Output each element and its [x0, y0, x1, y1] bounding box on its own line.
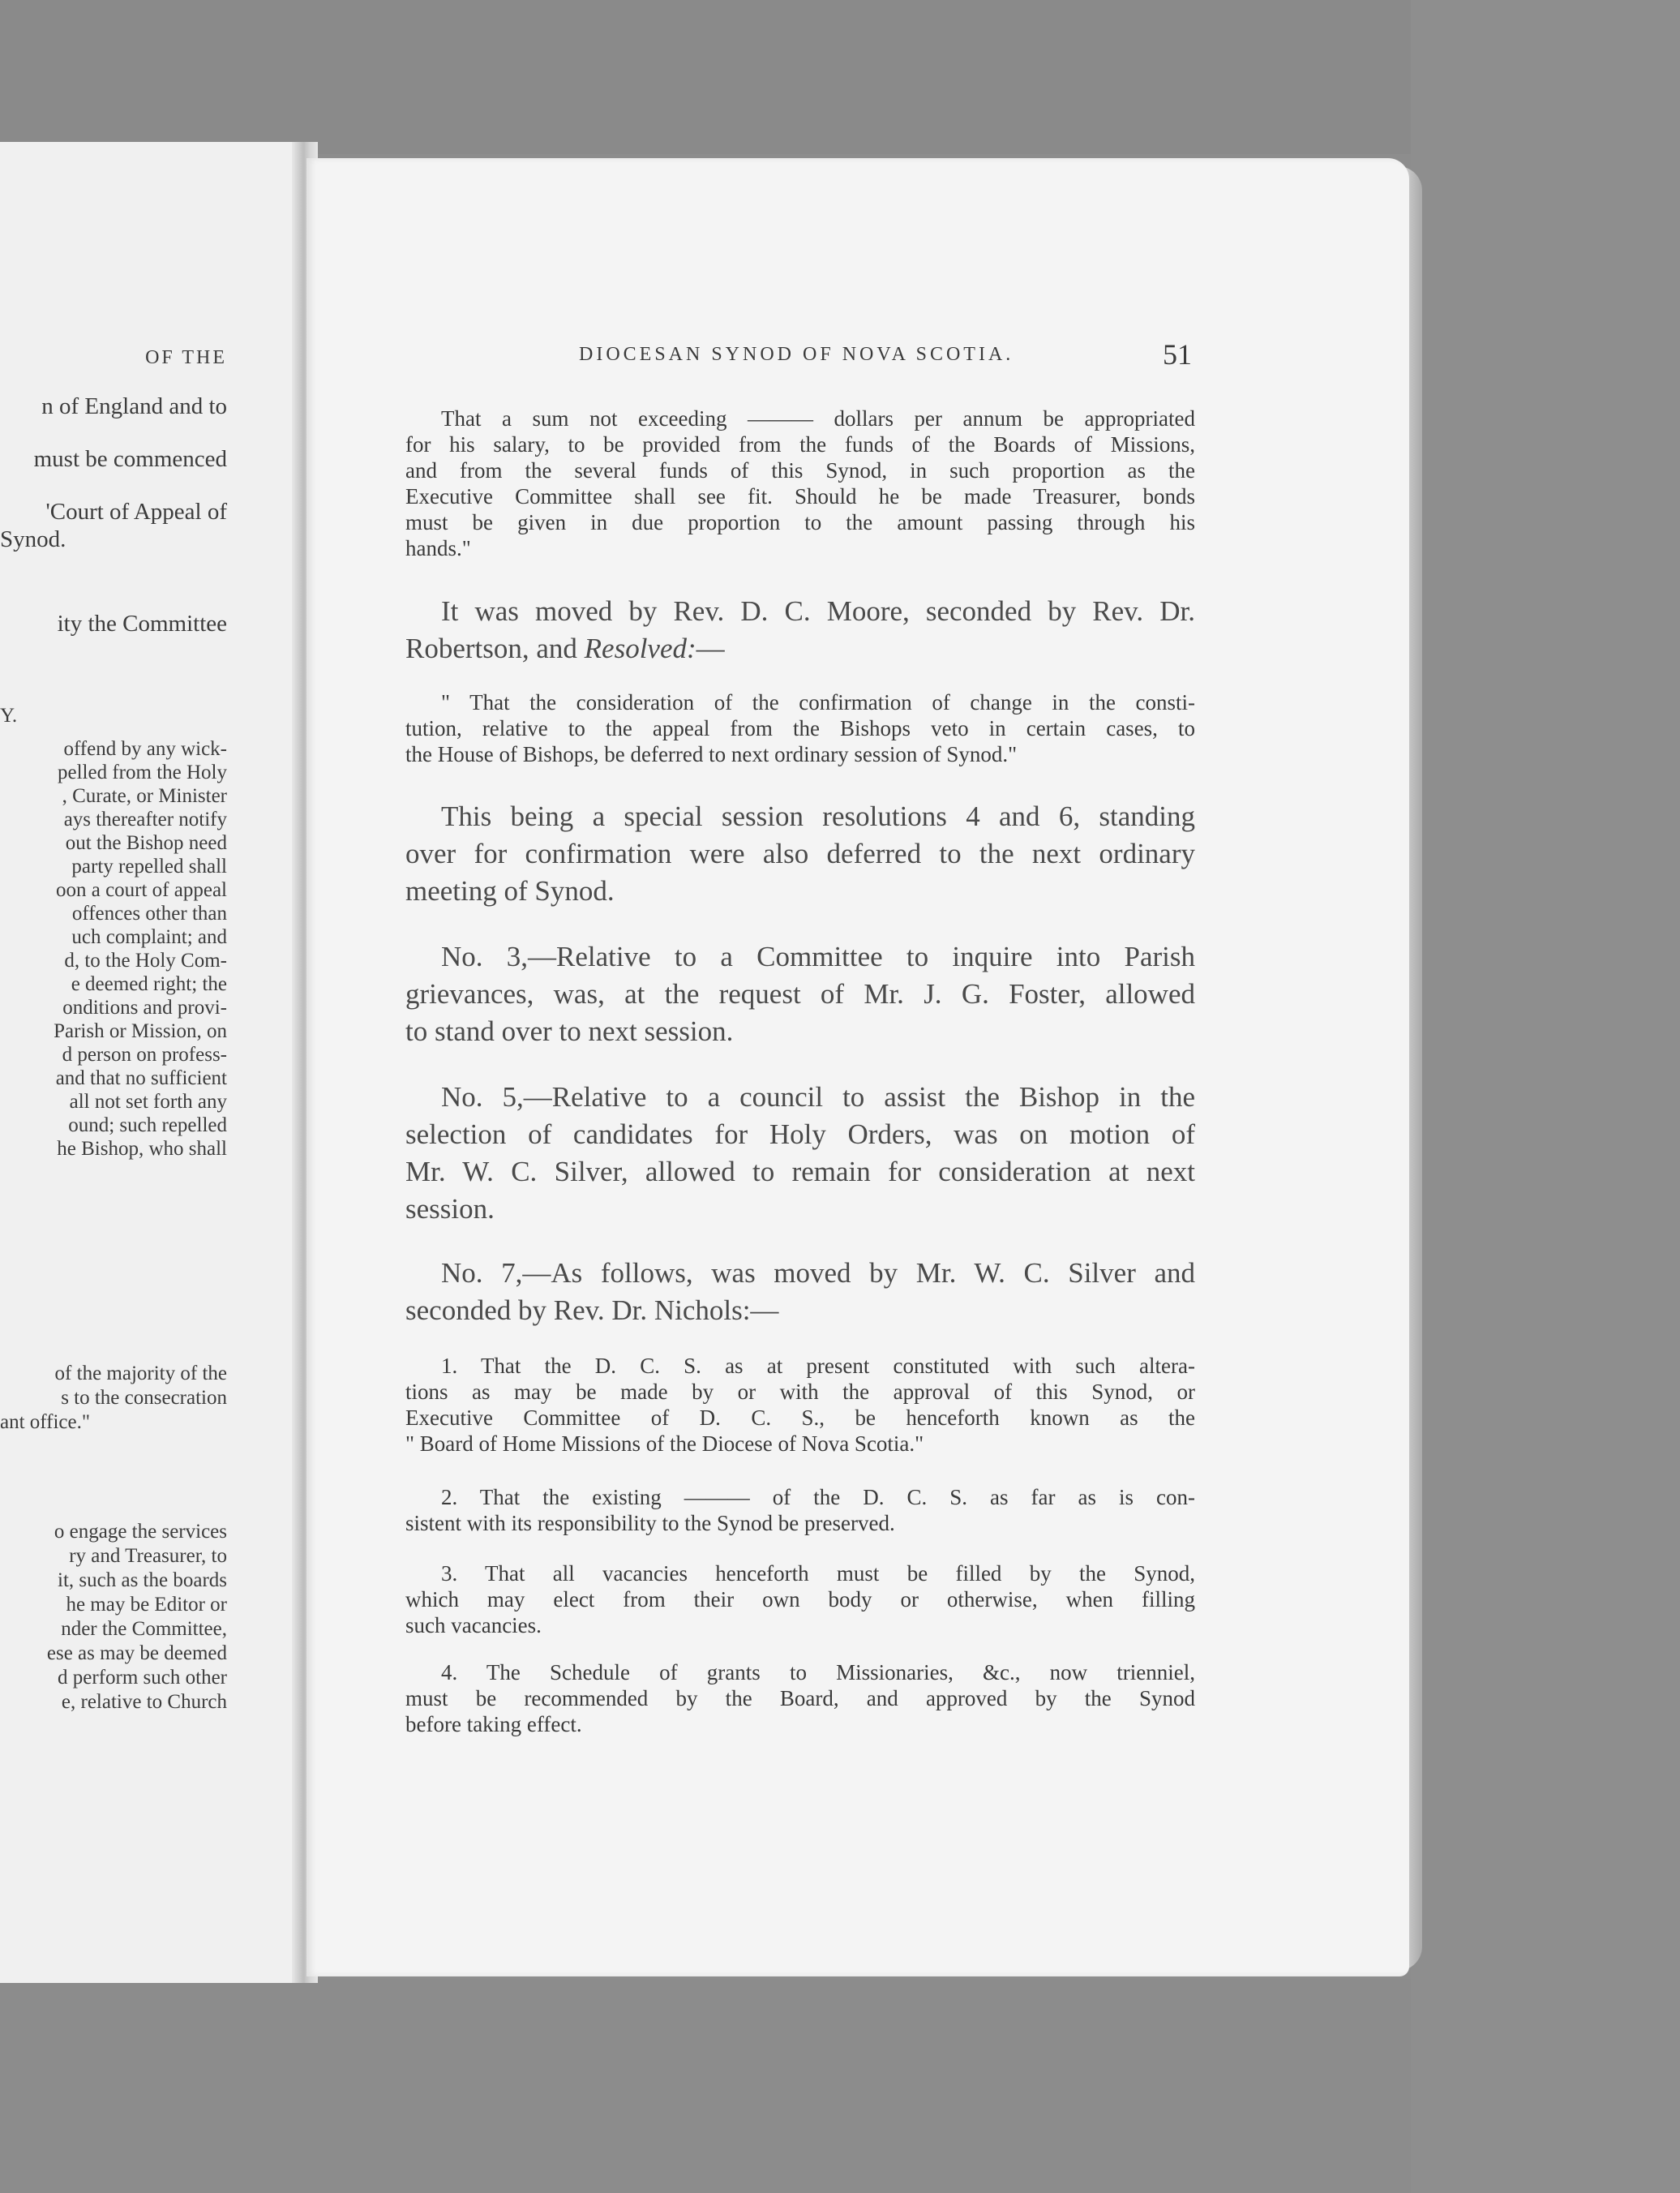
text-line: before taking effect.	[405, 1712, 582, 1736]
left-line: , Curate, or Minister	[62, 785, 227, 807]
left-line: e deemed right; the	[71, 973, 227, 995]
left-line: all not set forth any	[69, 1091, 227, 1113]
text-line: This being a special session resolutions 4 and 6, standing	[441, 800, 1195, 832]
left-line: out the Bishop need	[65, 832, 227, 854]
text-line: grievances, was, at the request of Mr. J. G. Foster, allowed	[405, 978, 1195, 1010]
running-head: DIOCESAN SYNOD OF NOVA SCOTIA.	[579, 344, 1014, 365]
left-line: ry and Treasurer, to	[69, 1545, 227, 1567]
quote-salary	[405, 406, 1195, 561]
text-line: Executive Committee shall see fit. Should he be made Treasurer, bonds	[405, 484, 1195, 509]
left-fragment: Y.	[0, 705, 18, 727]
text-line: must be recommended by the Board, and approved by the Synod	[405, 1686, 1195, 1710]
left-line: of the majority of the	[54, 1363, 227, 1384]
left-line: he may be Editor or	[66, 1594, 227, 1616]
text-line	[405, 630, 1195, 667]
left-line: o engage the services	[54, 1521, 227, 1543]
left-line: party repelled shall	[71, 856, 227, 878]
text-line: meeting of Synod.	[405, 875, 615, 907]
left-line: ound; such repelled	[68, 1114, 227, 1136]
text-line: No. 3,—Relative to a Committee to inquire into Parish	[441, 941, 1195, 972]
left-line: onditions and provi-	[62, 997, 227, 1019]
text-line: Mr. W. C. Silver, allowed to remain for consideration at next	[405, 1156, 1195, 1187]
text-line: seconded by Rev. Dr. Nichols:—	[405, 1294, 779, 1326]
left-line: uch complaint; and	[71, 926, 227, 948]
left-line: offend by any wick-	[63, 738, 227, 760]
paragraph-moved-moore	[405, 593, 1195, 667]
text-line: session.	[405, 1193, 495, 1225]
left-line: ays thereafter notify	[63, 809, 227, 830]
quote-confirmation	[405, 689, 1195, 767]
text-line: No. 5,—Relative to a council to assist the Bishop in the	[441, 1081, 1195, 1113]
left-line: pelled from the Holy	[58, 762, 227, 783]
left-line: d, to the Holy Com-	[64, 950, 227, 972]
paragraph-no-5	[405, 1079, 1195, 1228]
left-line: 'Court of Appeal of	[45, 499, 227, 525]
text-line: and from the several funds of this Synod, in such proportion as the	[405, 458, 1195, 483]
text-line: sistent with its responsibility to the Synod be preserved.	[405, 1511, 895, 1535]
left-line: d person on profess-	[62, 1044, 227, 1066]
left-line: ese as may be deemed	[46, 1642, 227, 1664]
left-line: offences other than	[71, 903, 227, 925]
left-page-header: OF THE	[145, 347, 227, 368]
text-line: No. 7,—As follows, was moved by Mr. W. C. Silver and	[441, 1257, 1195, 1289]
text-line: 3. That all vacancies henceforth must be filled by the Synod,	[441, 1561, 1195, 1586]
text-line: " That the consideration of the confirmation of change in the consti-	[441, 690, 1195, 715]
scan-background-right	[1411, 0, 1680, 2193]
text-line: tution, relative to the appeal from the Bishops veto in certain cases, to	[405, 716, 1195, 740]
item-3	[405, 1560, 1195, 1638]
left-facing-page	[0, 142, 302, 1983]
text-line: must be given in due proportion to the amount passing through his	[405, 510, 1195, 534]
text-line: " Board of Home Missions of the Diocese of Nova Scotia."	[405, 1431, 924, 1456]
text-run: Robertson, and	[405, 633, 585, 664]
text-line: over for confirmation were also deferred to the next ordinary	[405, 838, 1195, 869]
text-line: tions as may be made by or with the approval of this Synod, or	[405, 1380, 1195, 1404]
left-line: d perform such other	[58, 1667, 227, 1689]
text-line: for his salary, to be provided from the funds of the Boards of Missions,	[405, 432, 1195, 457]
paragraph-no-3	[405, 938, 1195, 1050]
text-run: —	[696, 633, 725, 664]
resolved-italic: Resolved:	[584, 633, 696, 664]
left-line: must be commenced	[33, 446, 227, 472]
text-line: 4. The Schedule of grants to Missionaries, &c., now trienniel,	[441, 1660, 1195, 1684]
left-line: ity the Committee	[57, 611, 227, 637]
page-number: 51	[1163, 338, 1192, 371]
text-line: That a sum not exceeding ——— dollars per annum be appropriated	[441, 406, 1195, 431]
left-line: s to the consecration	[61, 1387, 227, 1409]
paragraph-special-session	[405, 798, 1195, 910]
text-line: Executive Committee of D. C. S., be henceforth known as the	[405, 1405, 1195, 1430]
left-line: nder the Committee,	[61, 1618, 227, 1640]
text-line: to stand over to next session.	[405, 1015, 734, 1047]
text-line: which may elect from their own body or otherwise, when filling	[405, 1587, 1195, 1611]
item-2	[405, 1484, 1195, 1536]
text-line: 2. That the existing ——— of the D. C. S. as far as is con-	[441, 1485, 1195, 1509]
left-line: and that no sufficient	[55, 1067, 227, 1089]
left-line: it, such as the boards	[58, 1569, 227, 1591]
text-line: hands."	[405, 536, 471, 560]
left-line: e, relative to Church	[61, 1691, 227, 1713]
left-line: he Bishop, who shall	[57, 1138, 227, 1160]
left-line: n of England and to	[41, 393, 227, 419]
left-line: Parish or Mission, on	[54, 1020, 227, 1042]
text-line: 1. That the D. C. S. as at present constituted with such altera-	[441, 1354, 1195, 1378]
text-line: the House of Bishops, be deferred to next ordinary session of Synod."	[405, 742, 1018, 766]
text-line: selection of candidates for Holy Orders, was on motion of	[405, 1118, 1195, 1150]
text-line: such vacancies.	[405, 1613, 542, 1637]
text-line: It was moved by Rev. D. C. Moore, seconded by Rev. Dr.	[441, 595, 1195, 627]
paragraph-no-7	[405, 1255, 1195, 1329]
left-line: ant office."	[0, 1411, 91, 1433]
left-line: oon a court of appeal	[55, 879, 227, 901]
item-4	[405, 1659, 1195, 1737]
item-1	[405, 1353, 1195, 1457]
left-line: Synod.	[0, 526, 66, 552]
